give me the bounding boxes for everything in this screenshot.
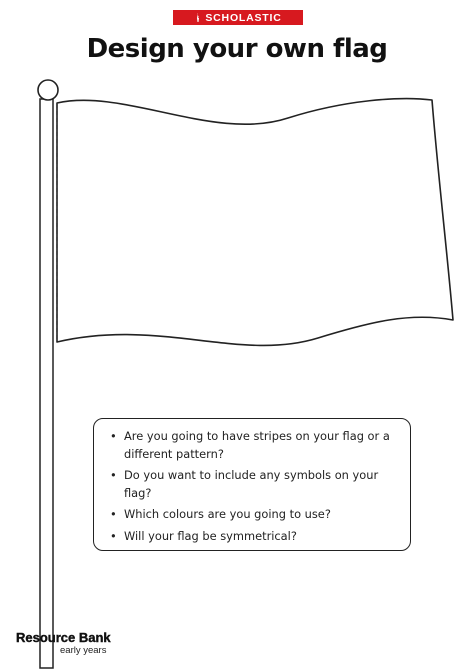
prompt-item-symbols: • Do you want to include any symbols on your flag?: [110, 467, 398, 502]
prompt-box: [93, 418, 411, 551]
blank-flag-outline: [57, 99, 453, 346]
page-title: Design your own flag: [86, 34, 388, 64]
resource-bank-brand: Resource Bank: [16, 630, 111, 645]
flag-pole-finial: [38, 80, 58, 100]
scholastic-logo-text: SCHOLASTIC: [205, 11, 282, 24]
prompt-list: [110, 428, 398, 545]
prompt-item-symmetry: • Will your flag be symmetrical?: [110, 528, 398, 546]
prompt-item-stripes: • Are you going to have stripes on your flag or a different pattern?: [110, 428, 398, 463]
resource-bank-logo: [16, 630, 136, 660]
flag-pole: [40, 99, 53, 668]
resource-bank-subtitle: early years: [60, 645, 107, 656]
prompt-item-colours: • Which colours are you going to use?: [110, 506, 398, 524]
